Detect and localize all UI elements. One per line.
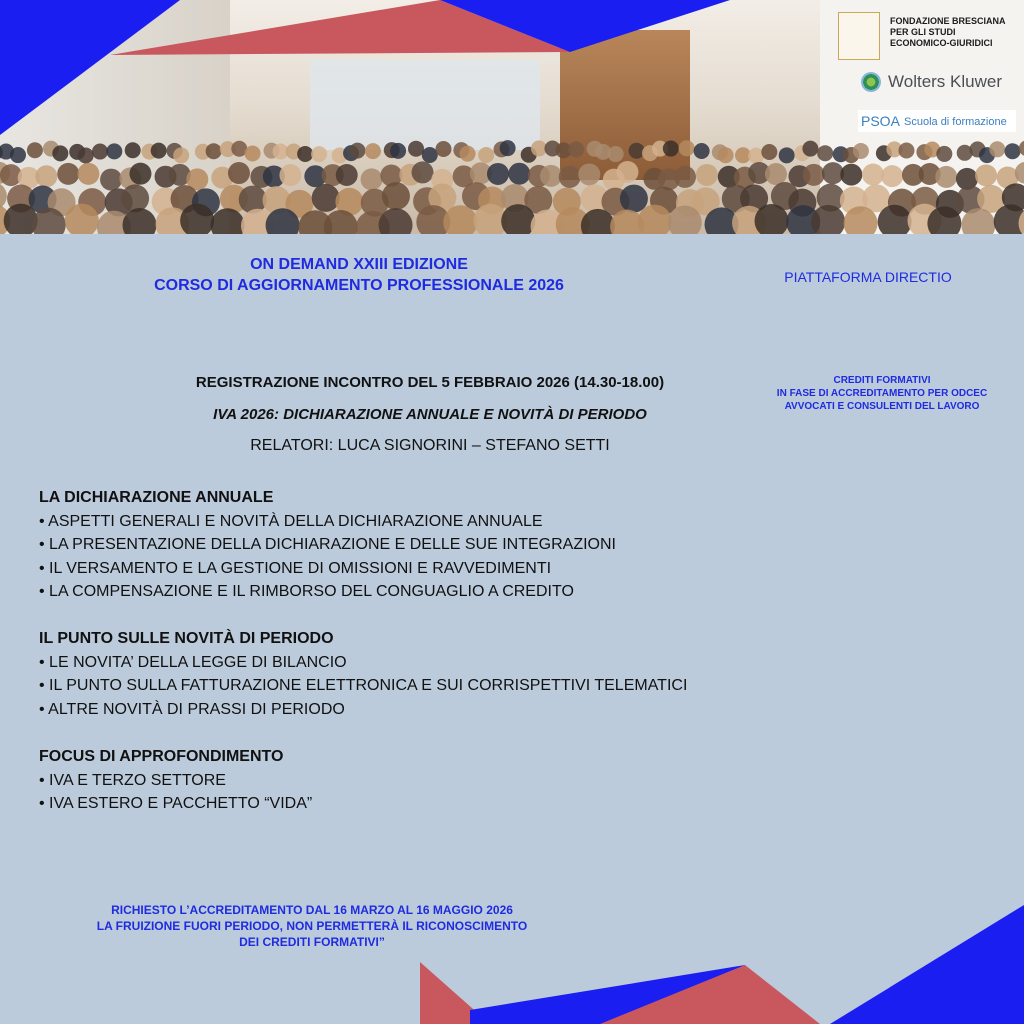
speakers: RELATORI: LUCA SIGNORINI – STEFANO SETTI <box>250 437 610 454</box>
list-item: • LE NOVITA’ DELLA LEGGE DI BILANCIO <box>39 653 347 671</box>
event-subject: IVA 2026: DICHIARAZIONE ANNUALE E NOVITÀ DI PERIODO <box>213 406 647 423</box>
section-heading: LA DICHIARAZIONE ANNUALE <box>39 489 274 506</box>
section-heading: IL PUNTO SULLE NOVITÀ DI PERIODO <box>39 630 334 647</box>
accreditation-notice: RICHIESTO L’ACCREDITAMENTO DAL 16 MARZO AL 16 MAGGIO 2026 LA FRUIZIONE FUORI PERIODO, NON PERMETTERÀ IL RICONOSCIMENTO DEI CREDITI FORMATIVI” <box>96 903 528 949</box>
list-item: • IL VERSAMENTO E LA GESTIONE DI OMISSIONI E RAVVEDIMENTI <box>39 559 552 577</box>
list-item: • IL PUNTO SULLA FATTURAZIONE ELETTRONICA E SUI CORRISPETTIVI TELEMATICI <box>39 677 688 694</box>
edition-title: ON DEMAND XXIII EDIZIONE <box>250 256 468 273</box>
section-focus <box>39 745 312 816</box>
wolters-kluwer-icon <box>861 72 881 92</box>
course-title: CORSO DI AGGIORNAMENTO PROFESSIONALE 2026 <box>154 277 564 294</box>
list-item: • IVA E TERZO SETTORE <box>39 771 226 789</box>
section-novita-periodo <box>39 627 687 721</box>
psoa-name: PSOA <box>861 113 900 129</box>
list-item: • ALTRE NOVITÀ DI PRASSI DI PERIODO <box>39 700 345 718</box>
fondazione-logo <box>838 12 880 60</box>
fondazione-name: FONDAZIONE BRESCIANA PER GLI STUDI ECONOMICO-GIURIDICI <box>890 16 1006 48</box>
list-item: • IVA ESTERO E PACCHETTO “VIDA” <box>39 795 313 812</box>
list-item: • LA COMPENSAZIONE E IL RIMBORSO DEL CONGUAGLIO A CREDITO <box>39 583 574 600</box>
psoa-subtitle: Scuola di formazione <box>904 116 1007 128</box>
section-dichiarazione-annuale <box>39 486 616 604</box>
wolters-kluwer-logo: Wolters Kluwer <box>888 72 1002 91</box>
list-item: • LA PRESENTAZIONE DELLA DICHIARAZIONE E DELLE SUE INTEGRAZIONI <box>39 536 616 553</box>
section-heading: FOCUS DI APPROFONDIMENTO <box>39 748 284 765</box>
platform-label: PIATTAFORMA DIRECTIO <box>784 269 952 285</box>
registration-date: REGISTRAZIONE INCONTRO DEL 5 FEBBRAIO 2026 (14.30-18.00) <box>195 374 665 391</box>
credits-note: CREDITI FORMATIVI IN FASE DI ACCREDITAMENTO PER ODCEC AVVOCATI E CONSULENTI DEL LAVORO <box>776 375 988 412</box>
list-item: • ASPETTI GENERALI E NOVITÀ DELLA DICHIARAZIONE ANNUALE <box>39 512 543 530</box>
